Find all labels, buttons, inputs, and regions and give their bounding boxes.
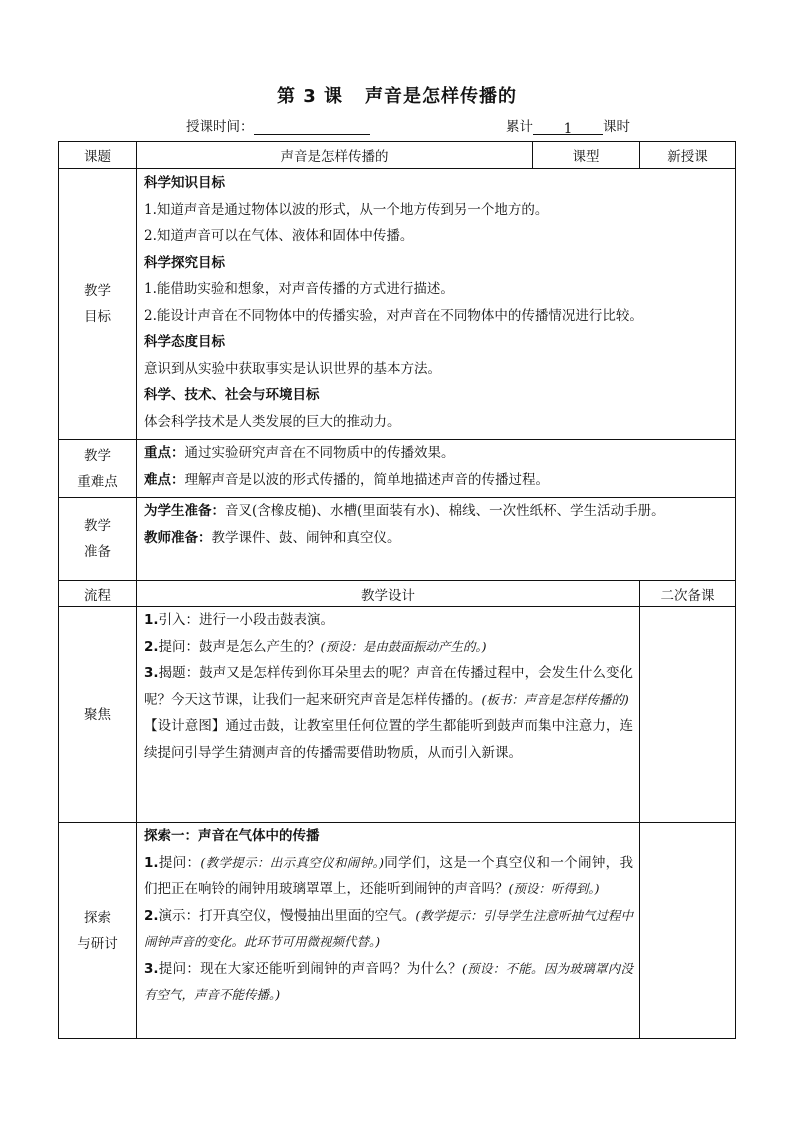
hours-unit: 课时	[603, 119, 630, 135]
lesson-title	[0, 82, 794, 108]
flow-backup-header: 二次备课	[640, 581, 736, 607]
focus-point	[144, 440, 729, 467]
difficulty-point-text: 理解声音是以波的形式传播的，简单地描述声音的传播过程。	[184, 471, 549, 488]
explore-step-3-note: (预设：不能。因为玻璃罩内没有空气，声音不能传播。)	[144, 960, 634, 1002]
focus-step-2-text: 提问：鼓声是怎么产生的？	[158, 638, 321, 655]
explore-backup-cell	[640, 823, 736, 1039]
flow-header-row	[59, 581, 736, 607]
explore-step-1-body: 同学们，这是一个真空仪和一个闹钟，我们把正在响铃的闹钟用玻璃罩罩上，还能听到闹钟的声音吗？	[144, 854, 634, 897]
teaching-time	[186, 119, 370, 135]
explore-step-3	[144, 956, 633, 1009]
focus-step-3-text: 揭题：鼓声又是怎样传到你耳朵里去的呢？声音在传播过程中，会发生什么变化呢？今天这节课，让我们一起来研究声音是怎样传播的。	[144, 665, 633, 708]
explore-step-1-num: 1.	[144, 854, 159, 871]
explore-step-3-num: 3.	[144, 960, 159, 977]
focus-step-3-note: (板书：声音是怎样传播的)	[481, 691, 629, 707]
keypoints-label-line2: 重难点	[77, 473, 118, 490]
difficulty-point	[144, 467, 729, 494]
explore-label-line1: 探索	[84, 909, 111, 926]
explore-step-1-text: 提问：	[158, 854, 201, 871]
explore-section-label	[59, 823, 137, 1039]
explore-step-1-note: (教学提示：出示真空仪和闹钟。)	[200, 854, 384, 870]
cumulative-value: 1	[533, 121, 603, 135]
course-value: 声音是怎样传播的	[137, 142, 533, 169]
focus-step-1-text: 引入：进行一小段击鼓表演。	[158, 612, 335, 628]
teacher-prep-text: 教学课件、鼓、闹钟和真空仪。	[211, 529, 401, 546]
focus-section-label: 聚焦	[59, 607, 137, 823]
inquiry-goal-2: 2.能设计声音在不同物体中的传播实验，对声音在不同物体中的传播情况进行比较。	[144, 307, 643, 324]
prep-label	[59, 498, 137, 581]
inquiry-goal-1: 1.能借助实验和想象，对声音传播的方式进行描述。	[144, 281, 454, 297]
goals-content	[137, 169, 736, 440]
teaching-time-label: 授课时间：	[186, 119, 254, 135]
focus-step-2	[144, 634, 633, 661]
goals-label-line1: 教学	[84, 283, 111, 299]
sts-goal-1: 体会科学技术是人类发展的巨大的推动力。	[144, 413, 401, 430]
goals-label-line2: 目标	[84, 309, 111, 325]
difficulty-point-label: 难点：	[144, 471, 185, 488]
type-label: 课型	[533, 142, 640, 169]
course-label: 课题	[59, 142, 137, 169]
student-prep-text: 音叉(含橡皮槌)、水槽(里面装有水)、棉线、一次性纸杯、学生活动手册。	[225, 503, 665, 519]
lesson-number: 第 3 课	[276, 86, 344, 107]
flow-design-header: 教学设计	[137, 581, 640, 607]
focus-step-1-num: 1.	[144, 612, 159, 628]
student-prep-label: 为学生准备：	[144, 503, 225, 519]
design-intent-label: 【设计意图】	[144, 718, 226, 734]
cumulative-label: 累计	[506, 119, 533, 135]
inquiry-goal-title: 科学探究目标	[144, 254, 225, 271]
keypoints-row	[59, 440, 736, 498]
focus-step-2-num: 2.	[144, 638, 159, 655]
explore-step-3-text: 提问：现在大家还能听到闹钟的声音吗？为什么？	[158, 960, 462, 977]
attitude-goal-title: 科学态度目标	[144, 334, 225, 350]
focus-step-1	[144, 607, 633, 634]
explore-row	[59, 823, 736, 1039]
prep-row	[59, 498, 736, 581]
explore-label-line2: 与研讨	[77, 935, 118, 952]
explore-step-2	[144, 903, 633, 956]
prep-label-line1: 教学	[84, 518, 111, 534]
knowledge-goal-1: 1.知道声音是通过物体以波的形式，从一个地方传到另一个地方的。	[144, 201, 549, 218]
design-intent	[144, 713, 633, 766]
focus-step-3	[144, 660, 633, 713]
teaching-time-blank	[254, 121, 370, 135]
teacher-prep-label: 教师准备：	[144, 529, 212, 546]
goals-label	[59, 169, 137, 440]
focus-point-label: 重点：	[144, 445, 185, 461]
explore-section-content	[137, 823, 640, 1039]
prep-label-line2: 准备	[84, 544, 111, 560]
type-value: 新授课	[640, 142, 736, 169]
keypoints-label	[59, 440, 137, 498]
cumulative-hours	[506, 119, 630, 135]
focus-backup-cell	[640, 607, 736, 823]
sts-goal-title: 科学、技术、社会与环境目标	[144, 387, 320, 403]
lesson-plan-table	[58, 141, 736, 1039]
explore-step-2-note: (教学提示：引导学生注意听抽气过程中闹钟声音的变化。此环节可用微视频代替。)	[144, 907, 633, 949]
knowledge-goal-title: 科学知识目标	[144, 175, 225, 191]
goals-row	[59, 169, 736, 440]
prep-content	[137, 498, 736, 581]
keypoints-label-line1: 教学	[84, 447, 111, 464]
explore-step-2-num: 2.	[144, 907, 159, 924]
knowledge-goal-2: 2.知道声音可以在气体、液体和固体中传播。	[144, 228, 414, 244]
attitude-goal-1: 意识到从实验中获取事实是认识世界的基本方法。	[144, 360, 441, 377]
explore-subtitle: 探索一：声音在气体中的传播	[144, 828, 320, 844]
keypoints-content	[137, 440, 736, 498]
course-row	[59, 142, 736, 169]
focus-point-text: 通过实验研究声音在不同物质中的传播效果。	[184, 445, 455, 461]
explore-step-1	[144, 850, 633, 903]
lesson-topic: 声音是怎样传播的	[365, 86, 518, 107]
focus-row	[59, 607, 736, 823]
explore-step-1-note2: (预设：听得到。)	[508, 881, 600, 896]
teacher-prep	[144, 525, 729, 552]
design-intent-text: 通过击鼓，让教室里任何位置的学生都能听到鼓声而集中注意力，连续提问引导学生猜测声音的传播需要借助物质，从而引入新课。	[144, 718, 634, 761]
focus-step-3-num: 3.	[144, 665, 159, 681]
student-prep	[144, 498, 729, 525]
focus-step-2-note: (预设：是由鼓面振动产生的。)	[320, 638, 487, 654]
explore-step-2-text: 演示：打开真空仪，慢慢抽出里面的空气。	[158, 907, 416, 924]
focus-section-content	[137, 607, 640, 823]
flow-process-header: 流程	[59, 581, 137, 607]
